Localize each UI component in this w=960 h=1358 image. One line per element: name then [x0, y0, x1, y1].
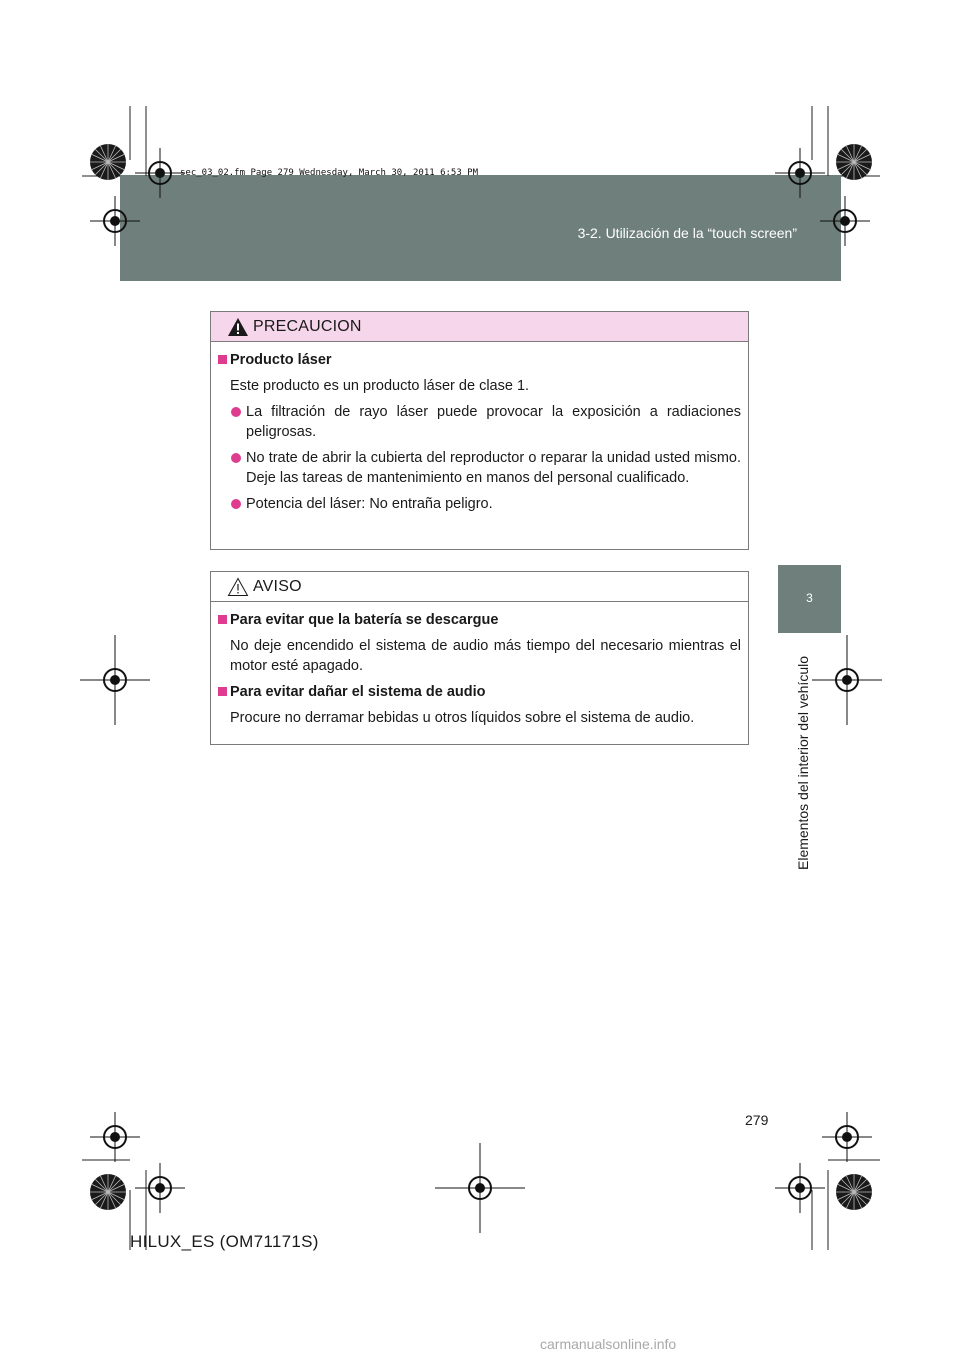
caution-intro: Este producto es un producto láser de clase 1. — [230, 378, 530, 394]
caution-title: PRECAUCION — [253, 318, 362, 335]
caution-bullet: No trate de abrir la cubierta del reproductor o reparar la unidad usted mismo. Deje las tareas de mantenimiento en manos del personal cualificado. — [218, 448, 741, 488]
caution-bullet: Potencia del láser: No entraña peligro. — [218, 494, 741, 514]
notice-text: Procure no derramar bebidas u otros líquidos sobre el sistema de audio. — [230, 710, 695, 726]
star-target-icon — [834, 142, 874, 182]
watermark: carmanualsonline.info — [540, 1336, 677, 1352]
page-number: 279 — [745, 1112, 769, 1128]
registration-target-icon — [90, 655, 140, 705]
registration-target-icon — [135, 1163, 185, 1213]
registration-target-icon — [90, 1112, 140, 1162]
star-target-icon — [88, 142, 128, 182]
registration-target-icon — [775, 1163, 825, 1213]
footer-code: HILUX_ES (OM71171S) — [130, 1232, 319, 1251]
registration-target-icon — [90, 196, 140, 246]
star-target-icon — [834, 1172, 874, 1212]
star-target-icon — [88, 1172, 128, 1212]
section-title: 3-2. Utilización de la “touch screen” — [577, 225, 797, 241]
notice-heading: Para evitar dañar el sistema de audio — [218, 682, 741, 702]
notice-title: AVISO — [253, 578, 302, 595]
file-stamp: sec_03_02.fm Page 279 Wednesday, March 30, 2011 6:53 PM — [180, 168, 479, 178]
registration-target-icon — [455, 1163, 505, 1213]
chapter-label: Elementos del interior del vehículo — [795, 655, 811, 870]
notice-heading: Para evitar que la batería se descargue — [218, 610, 741, 630]
registration-target-icon — [775, 148, 825, 198]
caution-bullet: La filtración de rayo láser puede provocar la exposición a radiaciones peligrosas. — [218, 402, 741, 442]
caution-heading: Producto láser — [218, 350, 741, 370]
registration-target-icon — [822, 655, 872, 705]
registration-target-icon — [135, 148, 185, 198]
registration-target-icon — [822, 1112, 872, 1162]
notice-text: No deje encendido el sistema de audio más tiempo del necesario mientras el motor esté apagado. — [230, 638, 741, 674]
registration-target-icon — [820, 196, 870, 246]
chapter-number: 3 — [806, 591, 813, 605]
